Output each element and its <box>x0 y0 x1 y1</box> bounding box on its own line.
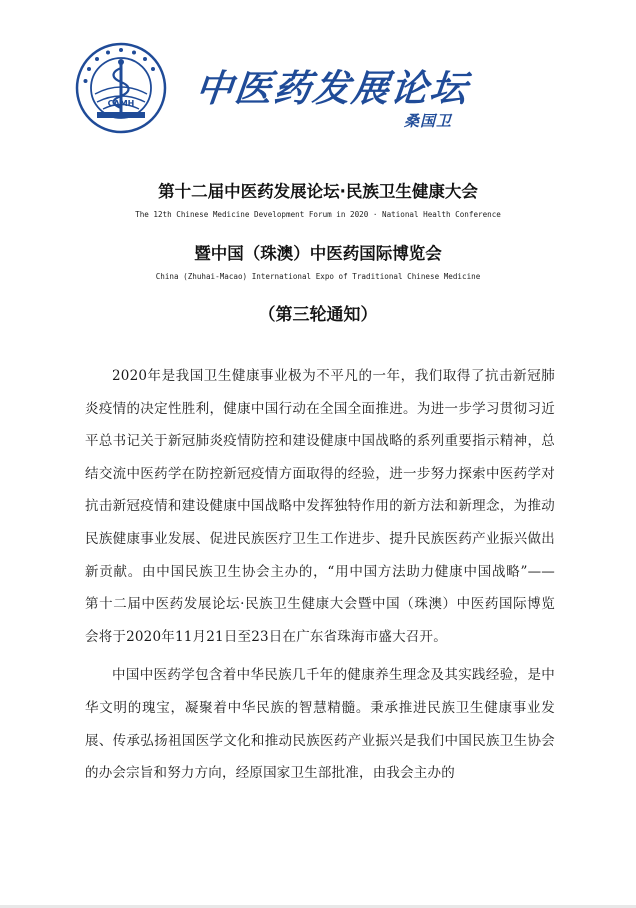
caduceus-emblem-icon <box>75 42 167 134</box>
notice-body <box>85 360 555 790</box>
body-paragraph: 2020年是我国卫生健康事业极为不平凡的一年，我们取得了抗击新冠肺炎疫情的决定性胜利，健康中国行动在全国全面推进。为进一步学习贯彻习近平总书记关于新冠肺炎疫情防控和建设健康中国战略的系列重要指示精神，总结交流中医药学在防控新冠疫情方面取得的经验，进一步努力探索中医药学对抗击新冠疫情和建设健康中国战略中发挥独特作用的新方法和新理念，为推动民族健康事业发展、促进民族医疗卫生工作进步、提升民族医药产业振兴做出新贡献。由中国民族卫生协会主办的，“用中国方法助力健康中国战略”—— 第十二届中医药发展论坛·民族卫生健康大会暨中国（珠澳）中医药国际博览会将于2020年11月21日至23日在广东省珠海市盛大召开。 <box>85 368 555 645</box>
calligraphy-signature: 桑国卫 <box>404 112 453 130</box>
forum-title: 中医药发展论坛 <box>193 67 471 110</box>
conference-title-english: The 12th Chinese Medicine Development Forum in 2020 · National Health Conference <box>135 210 501 219</box>
expo-title: 暨中国（珠澳）中医药国际博览会 <box>194 244 442 263</box>
body-paragraph: 中国中医药学包含着中华民族几千年的健康养生理念及其实践经验，是中华文明的瑰宝，凝聚着中华民族的智慧精髓。秉承推进民族卫生健康事业发展、传承弘扬祖国医学文化和推动民族医药产业振兴是我们中国民族卫生协会的办会宗旨和努力方向，经原国家卫生部批准，由我会主办的 <box>85 667 555 782</box>
notice-round: （第三轮通知） <box>258 305 378 325</box>
conference-title: 第十二届中医药发展论坛·民族卫生健康大会 <box>158 182 478 201</box>
logo-abbr: CAMH <box>107 99 135 108</box>
expo-title-english: China (Zhuhai-Macao) International Expo of Traditional Chinese Medicine <box>155 272 481 281</box>
association-logo <box>75 42 167 134</box>
